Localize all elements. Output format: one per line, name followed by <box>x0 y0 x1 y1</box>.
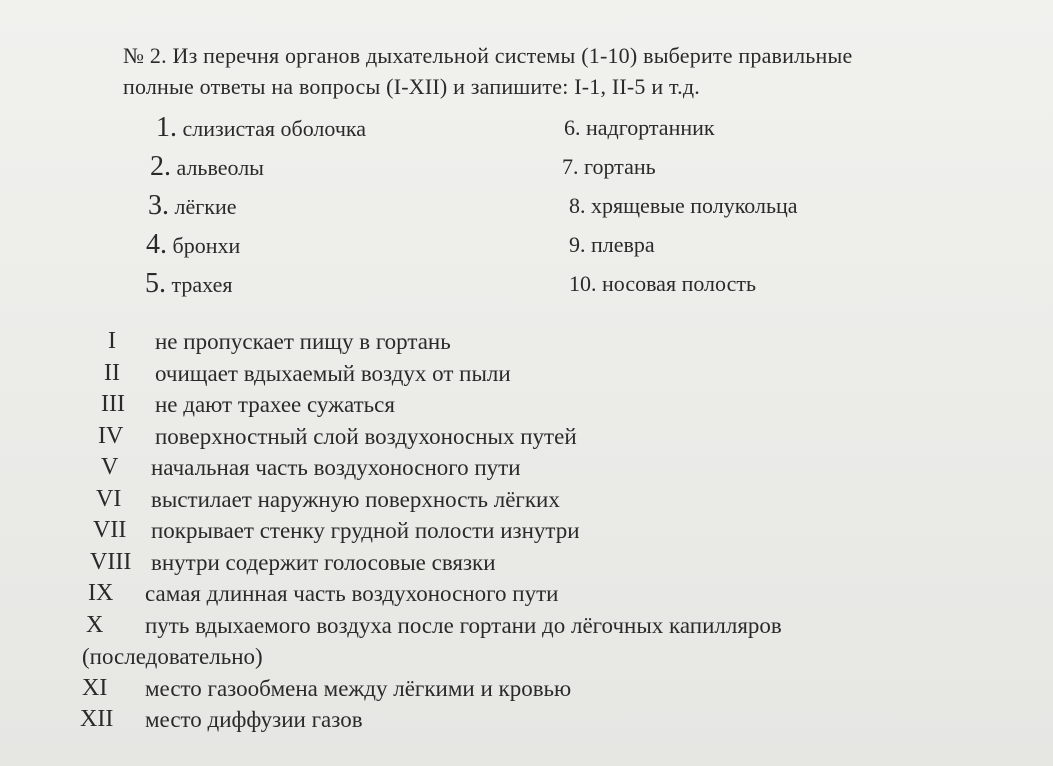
question-row <box>0 389 1053 421</box>
organ-item <box>562 147 798 186</box>
question-numeral: VII <box>93 517 127 543</box>
organ-label: альвеолы <box>176 155 264 180</box>
organ-number: 5. <box>145 268 166 299</box>
question-text: самая длинная часть воздухоносного пути <box>145 581 559 606</box>
organ-list-left <box>145 108 367 303</box>
question-numeral: V <box>101 454 119 480</box>
organ-label: носовая полость <box>602 271 756 296</box>
organ-number: 1. <box>156 112 177 143</box>
question-text: поверхностный слой воздухоносных путей <box>155 423 577 449</box>
question-row <box>0 421 1053 453</box>
question-text: покрывает стенку грудной полости изнутри <box>151 518 580 543</box>
question-numeral: XII <box>80 706 114 732</box>
question-text: очищает вдыхаемый воздух от пыли <box>155 360 511 386</box>
question-text: начальная часть воздухоносного пути <box>151 455 521 480</box>
organ-label: слизистая оболочка <box>182 116 367 141</box>
organ-number: 9. <box>569 232 586 257</box>
organ-label: надгортанник <box>586 115 715 140</box>
question-list <box>0 326 1053 736</box>
question-numeral: IX <box>88 580 114 606</box>
question-row <box>0 547 1053 579</box>
organ-item <box>146 225 366 264</box>
task-header <box>123 40 1023 102</box>
organ-label: хрящевые полукольца <box>591 193 798 218</box>
organ-label: плевра <box>591 232 655 257</box>
organ-item <box>569 264 798 303</box>
organ-number: 2. <box>150 151 171 182</box>
question-text: место газообмена между лёгкими и кровью <box>145 675 572 701</box>
task-instruction-line-2: полные ответы на вопросы (I-XII) и запишите: I-1, II-5 и т.д. <box>123 74 700 99</box>
question-row <box>0 704 1053 736</box>
question-numeral: IV <box>98 422 124 449</box>
question-row <box>0 326 1053 358</box>
organ-number: 7. <box>562 154 579 179</box>
question-text: путь вдыхаемого воздуха после гортани до лёгочных капилляров <box>145 612 782 638</box>
organ-label: бронхи <box>172 233 241 258</box>
organ-item <box>145 264 366 303</box>
organ-label: трахея <box>171 272 233 297</box>
question-text: не дают трахее сужаться <box>155 392 395 417</box>
question-text: выстилает наружную поверхность лёгких <box>151 486 560 512</box>
organ-label: гортань <box>584 154 656 179</box>
question-numeral: X <box>86 611 104 638</box>
question-row <box>0 673 1053 705</box>
organ-item <box>156 108 366 147</box>
question-numeral: III <box>101 391 125 417</box>
question-text: не пропускает пищу в гортань <box>155 329 451 354</box>
question-row <box>0 484 1053 516</box>
question-row <box>0 452 1053 484</box>
organ-item <box>148 186 366 225</box>
organ-number: 4. <box>146 229 167 260</box>
question-row-continuation <box>0 641 1053 673</box>
question-row <box>0 578 1053 610</box>
organ-item <box>150 147 366 186</box>
organ-list-right <box>562 108 798 303</box>
question-numeral: XI <box>82 674 108 701</box>
organ-number: 6. <box>564 115 581 140</box>
organ-item <box>569 225 798 264</box>
question-text: (последовательно) <box>82 644 263 669</box>
organ-item <box>564 108 798 147</box>
question-numeral: I <box>108 328 116 354</box>
question-numeral: II <box>104 359 120 386</box>
question-text: место диффузии газов <box>145 707 363 732</box>
question-text: внутри содержит голосовые связки <box>151 549 496 575</box>
question-row <box>0 610 1053 642</box>
question-numeral: VI <box>96 485 122 512</box>
question-row <box>0 358 1053 390</box>
organ-label: лёгкие <box>174 194 237 219</box>
organ-number: 8. <box>569 193 586 218</box>
task-instruction-line-1: № 2. Из перечня органов дыхательной системы (1-10) выберите правильные <box>123 43 853 68</box>
organ-number: 3. <box>148 190 169 221</box>
question-row <box>0 515 1053 547</box>
question-numeral: VIII <box>90 548 132 575</box>
organ-number: 10. <box>569 271 597 296</box>
organ-item <box>569 186 798 225</box>
